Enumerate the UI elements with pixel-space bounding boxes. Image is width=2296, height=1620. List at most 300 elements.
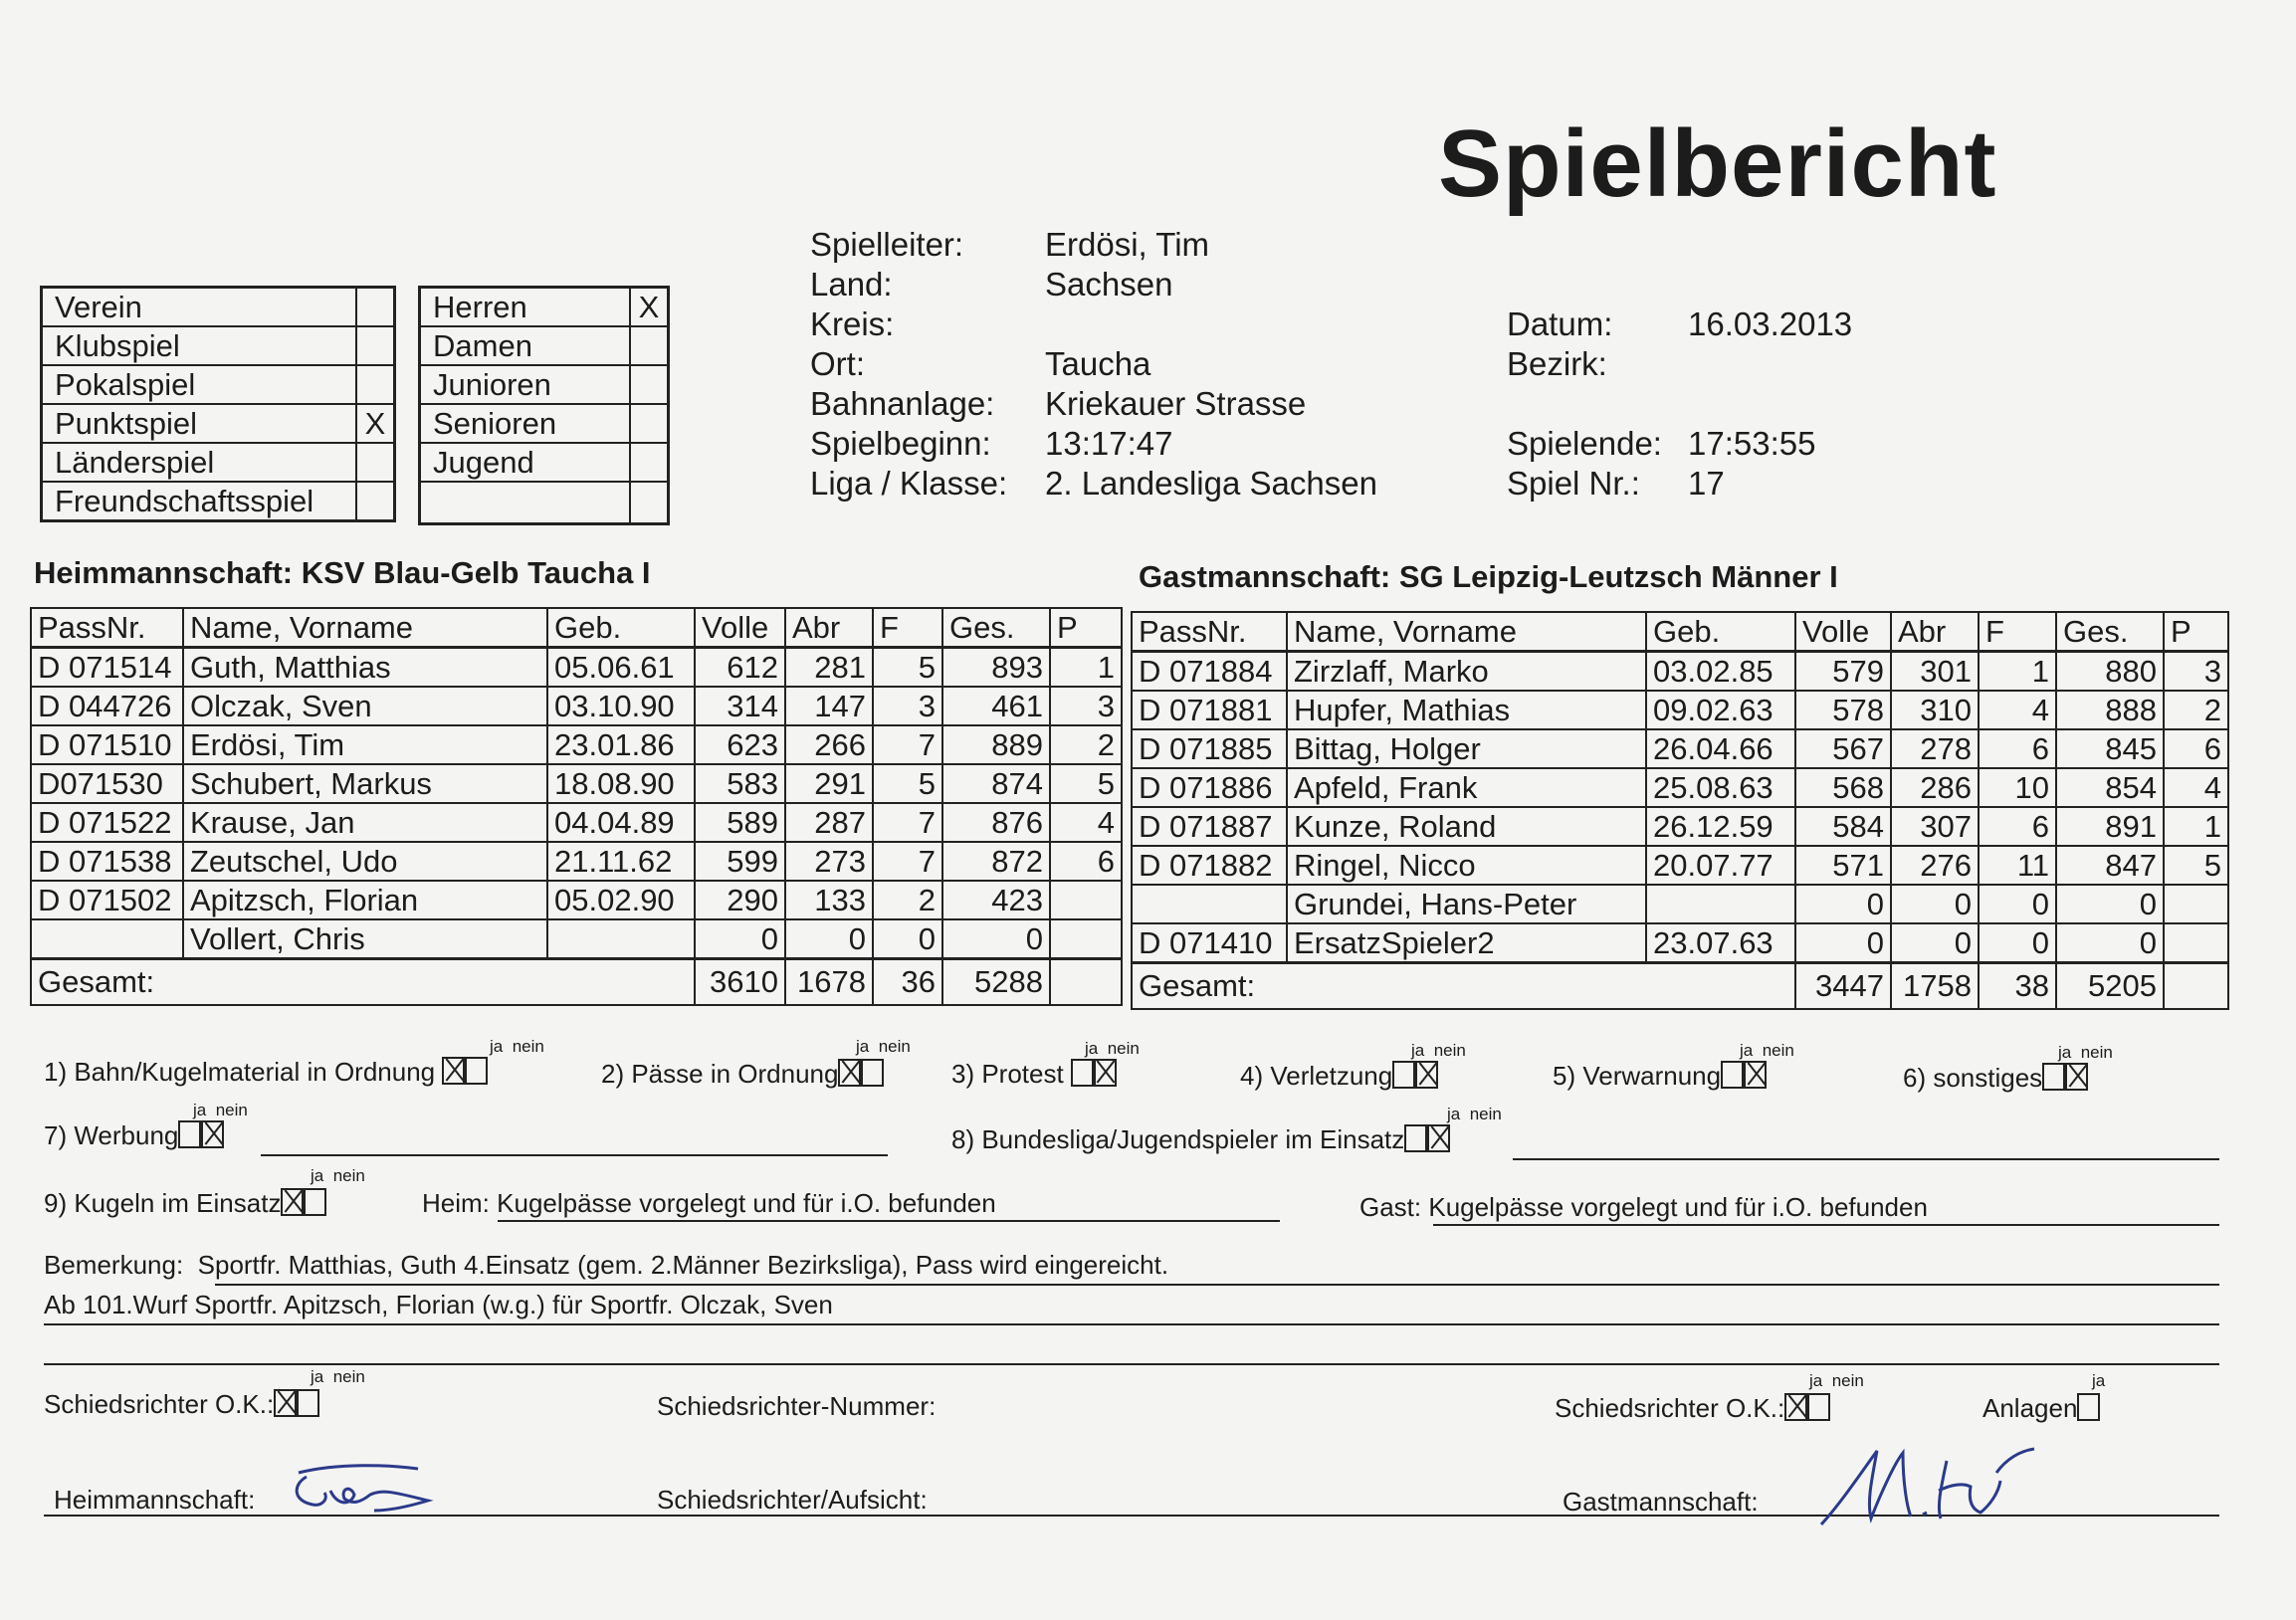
ja-label: ja (1447, 1105, 1461, 1123)
column-header: Abr (1891, 612, 1979, 652)
table-cell[interactable]: D 071410 (1132, 923, 1287, 963)
remarks-line1: Sportfr. Matthias, Guth 4.Einsatz (gem. 2.Männer Bezirksliga), Pass wird eingereicht. (197, 1250, 1169, 1280)
game-type-label: Pokalspiel (42, 365, 357, 404)
table-cell[interactable]: Hupfer, Mathias (1287, 691, 1646, 729)
table-cell[interactable]: 26.04.66 (1646, 729, 1795, 768)
table-cell[interactable]: 301 (1891, 652, 1979, 692)
q2-label: 2) Pässe in Ordnung (601, 1059, 839, 1089)
category-label: Herren (420, 288, 631, 327)
table-cell[interactable]: 583 (695, 764, 785, 803)
game-type-label: Punktspiel (42, 404, 357, 443)
total-row (31, 959, 1122, 1006)
table-cell[interactable]: 0 (2056, 885, 2164, 923)
remarks-line-a (215, 1284, 2219, 1286)
table-cell[interactable]: Zeutschel, Udo (183, 842, 547, 881)
table-cell[interactable]: D 071886 (1132, 768, 1287, 807)
q1-jn (490, 1037, 544, 1057)
match-info-end (1507, 424, 1815, 504)
table-cell[interactable]: 5 (2164, 846, 2228, 885)
q6-nein-checkbox[interactable] (2065, 1063, 2088, 1091)
table-row (1132, 691, 2228, 729)
table-cell[interactable]: D 044726 (31, 687, 183, 725)
column-header: F (873, 608, 942, 648)
table-cell[interactable]: 20.07.77 (1646, 846, 1795, 885)
table-cell[interactable]: 423 (942, 881, 1050, 919)
check-q5 (1553, 1061, 1767, 1092)
table-cell[interactable]: 579 (1795, 652, 1891, 692)
ja-label: ja (193, 1101, 207, 1119)
table-row (31, 842, 1122, 881)
table-cell[interactable]: 0 (873, 919, 942, 959)
q3-nein-checkbox[interactable] (1094, 1059, 1117, 1087)
game-type-mark[interactable] (356, 288, 395, 327)
q2-nein-checkbox[interactable] (861, 1059, 884, 1087)
table-cell[interactable]: 0 (695, 919, 785, 959)
q7-nein-checkbox[interactable] (201, 1120, 224, 1148)
column-header: Abr (785, 608, 873, 648)
q3-ja-checkbox[interactable] (1071, 1059, 1094, 1087)
table-cell[interactable]: D 071502 (31, 881, 183, 919)
table-row (31, 648, 1122, 688)
q1-ja-checkbox[interactable] (442, 1057, 465, 1085)
table-cell[interactable]: 889 (942, 725, 1050, 764)
game-type-label: Länderspiel (42, 443, 357, 482)
q8-label: 8) Bundesliga/Jugendspieler im Einsatz (951, 1124, 1405, 1154)
gast-label: Gast: (1359, 1192, 1422, 1222)
table-cell[interactable]: 4 (1050, 803, 1122, 842)
nein-label: nein (1433, 1041, 1466, 1060)
schiri-ok2-label: Schiedsrichter O.K.: (1555, 1393, 1785, 1423)
category-row (420, 404, 669, 443)
game-type-row (42, 326, 395, 365)
nein-label: nein (1831, 1371, 1864, 1390)
schiri-ok2-ja-checkbox[interactable] (1784, 1393, 1807, 1421)
table-cell[interactable]: 599 (695, 842, 785, 881)
schiri-ok-ja-checkbox[interactable] (274, 1389, 297, 1417)
nein-label: nein (1469, 1105, 1502, 1123)
table-cell[interactable]: 25.08.63 (1646, 768, 1795, 807)
column-header: PassNr. (31, 608, 183, 648)
category-mark[interactable] (630, 443, 669, 482)
table-cell[interactable]: Guth, Matthias (183, 648, 547, 688)
table-cell[interactable]: 273 (785, 842, 873, 881)
table-row (1132, 807, 2228, 846)
table-cell[interactable]: 290 (695, 881, 785, 919)
total-cell: 5205 (2056, 963, 2164, 1010)
total-cell: 3610 (695, 959, 785, 1006)
gast-sign-label: Gastmannschaft: (1563, 1487, 1759, 1517)
table-cell[interactable]: 11 (1979, 846, 2056, 885)
category-row (420, 443, 669, 482)
schiri-ok-nein-checkbox[interactable] (297, 1389, 319, 1417)
total-empty-cell (1050, 959, 1122, 1006)
spielende-label: Spielende: (1507, 425, 1662, 462)
remarks-line2: Ab 101.Wurf Sportfr. Apitzsch, Florian (w.g.) für Sportfr. Olczak, Sven (44, 1290, 833, 1319)
ja-label: ja (490, 1037, 504, 1056)
table-cell[interactable]: Grundei, Hans-Peter (1287, 885, 1646, 923)
column-header: Geb. (1646, 612, 1795, 652)
schiri-ok-guest (1555, 1393, 1830, 1424)
category-label: Damen (420, 326, 631, 365)
table-cell[interactable]: 314 (695, 687, 785, 725)
category-mark[interactable]: X (630, 288, 669, 327)
bahnanlage-value: Kriekauer Strasse (1045, 385, 1307, 422)
column-header: Volle (1795, 612, 1891, 652)
table-cell[interactable] (547, 919, 695, 959)
q6-ja-checkbox[interactable] (2042, 1063, 2065, 1091)
heim-label: Heim: (422, 1188, 490, 1218)
table-row (1132, 729, 2228, 768)
table-cell[interactable]: 612 (695, 648, 785, 688)
table-cell[interactable]: Olczak, Sven (183, 687, 547, 725)
table-cell[interactable]: 4 (1979, 691, 2056, 729)
table-cell[interactable]: Schubert, Markus (183, 764, 547, 803)
match-info-right (1507, 304, 1852, 384)
q2-ja-checkbox[interactable] (838, 1059, 861, 1087)
page-title: Spielbericht (1438, 110, 1997, 217)
column-header: Name, Vorname (1287, 612, 1646, 652)
nein-label: nein (332, 1367, 365, 1386)
table-cell[interactable]: Krause, Jan (183, 803, 547, 842)
game-type-label: Freundschaftsspiel (42, 482, 357, 521)
heim-balls (422, 1188, 996, 1219)
table-cell[interactable]: 571 (1795, 846, 1891, 885)
game-type-mark[interactable] (356, 326, 395, 365)
q9-jn (311, 1166, 365, 1186)
table-cell[interactable]: 0 (1891, 923, 1979, 963)
ja-label: ja (1740, 1041, 1754, 1060)
schiri-ok2-jn (1809, 1371, 1864, 1391)
schiri-ok-label: Schiedsrichter O.K.: (44, 1389, 275, 1419)
table-cell[interactable]: 874 (942, 764, 1050, 803)
check-q6 (1903, 1063, 2088, 1094)
table-cell[interactable]: 26.12.59 (1646, 807, 1795, 846)
table-cell[interactable]: 0 (1795, 923, 1891, 963)
table-row (1132, 652, 2228, 692)
table-cell[interactable]: 10 (1979, 768, 2056, 807)
game-type-row (42, 404, 395, 443)
table-cell[interactable]: 05.06.61 (547, 648, 695, 688)
table-cell[interactable]: Bittag, Holger (1287, 729, 1646, 768)
table-cell[interactable]: 09.02.63 (1646, 691, 1795, 729)
table-cell[interactable]: D 071887 (1132, 807, 1287, 846)
table-cell[interactable]: D 071885 (1132, 729, 1287, 768)
column-header: F (1979, 612, 2056, 652)
q6-label: 6) sonstiges (1903, 1063, 2043, 1093)
game-type-row (42, 482, 395, 521)
table-cell[interactable]: 276 (1891, 846, 1979, 885)
bezirk-label: Bezirk: (1507, 345, 1607, 382)
table-cell[interactable] (1646, 885, 1795, 923)
ort-value: Taucha (1045, 345, 1151, 382)
table-cell[interactable] (2164, 923, 2228, 963)
table-cell[interactable] (31, 919, 183, 959)
game-type-row (42, 443, 395, 482)
table-cell[interactable]: 1 (1050, 648, 1122, 688)
table-cell[interactable] (2164, 885, 2228, 923)
liga-label: Liga / Klasse: (810, 465, 1008, 502)
table-row (31, 803, 1122, 842)
anlagen-checkbox[interactable] (2077, 1393, 2100, 1421)
nein-label: nein (2080, 1043, 2113, 1062)
nein-label: nein (1107, 1039, 1140, 1058)
schiri-ok2-nein-checkbox[interactable] (1807, 1393, 1830, 1421)
table-cell[interactable]: 623 (695, 725, 785, 764)
table-cell[interactable]: 4 (2164, 768, 2228, 807)
q3-label: 3) Protest (951, 1059, 1064, 1089)
category-label: Jugend (420, 443, 631, 482)
ja-label: ja (311, 1166, 324, 1185)
column-header: Name, Vorname (183, 608, 547, 648)
gast-balls (1359, 1192, 1928, 1223)
table-cell[interactable]: 6 (2164, 729, 2228, 768)
table-cell[interactable]: 7 (873, 803, 942, 842)
table-row (1132, 846, 2228, 885)
table-cell[interactable]: 1 (2164, 807, 2228, 846)
table-cell[interactable]: Kunze, Roland (1287, 807, 1646, 846)
table-cell[interactable]: 5 (1050, 764, 1122, 803)
nein-label: nein (332, 1166, 365, 1185)
category-row (420, 482, 669, 524)
table-cell[interactable]: 1 (1979, 652, 2056, 692)
aufsicht-sign-label: Schiedsrichter/Aufsicht: (657, 1485, 928, 1515)
q9-nein-checkbox[interactable] (304, 1188, 326, 1216)
table-cell[interactable]: 3 (873, 687, 942, 725)
table-cell[interactable]: 2 (873, 881, 942, 919)
column-header: Ges. (2056, 612, 2164, 652)
table-cell[interactable]: 0 (942, 919, 1050, 959)
table-cell[interactable]: 876 (942, 803, 1050, 842)
table-cell[interactable]: 589 (695, 803, 785, 842)
table-cell[interactable]: 6 (1979, 807, 2056, 846)
table-cell[interactable]: 578 (1795, 691, 1891, 729)
guest-team-label: Gastmannschaft: SG Leipzig-Leutzsch Männer I (1139, 559, 1838, 594)
table-cell[interactable]: 0 (1891, 885, 1979, 923)
table-cell[interactable] (1132, 885, 1287, 923)
table-cell[interactable]: 05.02.90 (547, 881, 695, 919)
q9-ja-checkbox[interactable] (281, 1188, 304, 1216)
table-cell[interactable]: 0 (785, 919, 873, 959)
table-row (31, 725, 1122, 764)
game-type-mark[interactable] (356, 443, 395, 482)
table-cell[interactable]: 568 (1795, 768, 1891, 807)
q9-label: 9) Kugeln im Einsatz (44, 1188, 282, 1218)
table-cell[interactable]: 21.11.62 (547, 842, 695, 881)
total-cell: 1758 (1891, 963, 1979, 1010)
table-cell[interactable]: Ringel, Nicco (1287, 846, 1646, 885)
q5-ja-checkbox[interactable] (1721, 1061, 1744, 1089)
heim-line (498, 1220, 1280, 1222)
kreis-label: Kreis: (810, 305, 895, 342)
q6-jn (2058, 1043, 2113, 1063)
table-cell[interactable]: 278 (1891, 729, 1979, 768)
home-team-label: Heimmannschaft: KSV Blau-Gelb Taucha I (34, 555, 651, 590)
table-cell[interactable]: Apfeld, Frank (1287, 768, 1646, 807)
q7-line (261, 1154, 888, 1156)
table-cell[interactable]: D 071522 (31, 803, 183, 842)
table-cell[interactable]: 18.08.90 (547, 764, 695, 803)
spielbeginn-value: 13:17:47 (1045, 425, 1173, 462)
game-type-mark[interactable] (356, 482, 395, 521)
table-cell[interactable]: 880 (2056, 652, 2164, 692)
table-cell[interactable]: D 071881 (1132, 691, 1287, 729)
schiri-ok-jn (311, 1367, 365, 1387)
table-cell[interactable]: 461 (942, 687, 1050, 725)
table-cell[interactable]: 266 (785, 725, 873, 764)
table-cell[interactable]: 872 (942, 842, 1050, 881)
table-cell[interactable]: 03.02.85 (1646, 652, 1795, 692)
category-table (418, 286, 670, 525)
table-cell[interactable]: 891 (2056, 807, 2164, 846)
table-cell[interactable] (1050, 881, 1122, 919)
table-cell[interactable]: D 071538 (31, 842, 183, 881)
game-type-label: Klubspiel (42, 326, 357, 365)
table-cell[interactable]: 2 (2164, 691, 2228, 729)
q7-ja-checkbox[interactable] (178, 1120, 201, 1148)
table-cell[interactable]: 3 (2164, 652, 2228, 692)
table-cell[interactable]: Erdösi, Tim (183, 725, 547, 764)
table-cell[interactable]: 893 (942, 648, 1050, 688)
column-header: PassNr. (1132, 612, 1287, 652)
table-cell[interactable]: 0 (1795, 885, 1891, 923)
table-cell[interactable]: 3 (1050, 687, 1122, 725)
table-cell[interactable]: 6 (1979, 729, 2056, 768)
table-cell[interactable]: 0 (1979, 885, 2056, 923)
game-type-mark[interactable]: X (356, 404, 395, 443)
remarks-label: Bemerkung: (44, 1250, 184, 1280)
q4-ja-checkbox[interactable] (1392, 1061, 1415, 1089)
remarks-line-b (44, 1323, 2219, 1325)
table-cell[interactable]: 6 (1050, 842, 1122, 881)
table-row (31, 919, 1122, 959)
category-mark (630, 482, 669, 524)
table-cell[interactable]: 0 (2056, 923, 2164, 963)
table-cell[interactable]: D 071514 (31, 648, 183, 688)
table-cell[interactable]: ErsatzSpieler2 (1287, 923, 1646, 963)
table-cell[interactable] (1050, 919, 1122, 959)
column-header: Volle (695, 608, 785, 648)
game-type-mark[interactable] (356, 365, 395, 404)
table-row (31, 881, 1122, 919)
column-header: Geb. (547, 608, 695, 648)
table-cell[interactable]: 310 (1891, 691, 1979, 729)
spielbeginn-label: Spielbeginn: (810, 425, 991, 462)
match-info (810, 225, 1377, 504)
spielleiter-value: Erdösi, Tim (1045, 226, 1210, 263)
category-mark[interactable] (630, 365, 669, 404)
total-row (1132, 963, 2228, 1010)
table-cell[interactable]: 7 (873, 842, 942, 881)
table-cell[interactable]: 04.04.89 (547, 803, 695, 842)
nein-label: nein (1762, 1041, 1794, 1060)
table-cell[interactable]: D 071884 (1132, 652, 1287, 692)
game-type-table (40, 286, 396, 522)
table-cell[interactable]: 888 (2056, 691, 2164, 729)
table-cell[interactable]: 307 (1891, 807, 1979, 846)
table-cell[interactable]: 147 (785, 687, 873, 725)
remarks (44, 1250, 1168, 1281)
ja-label: ja (2058, 1043, 2072, 1062)
category-label (420, 482, 631, 524)
table-row (31, 764, 1122, 803)
guest-score-table (1131, 611, 2229, 1010)
category-row (420, 326, 669, 365)
table-cell[interactable]: 291 (785, 764, 873, 803)
table-cell[interactable]: D071530 (31, 764, 183, 803)
ja-label: ja (1809, 1371, 1823, 1390)
category-mark[interactable] (630, 404, 669, 443)
table-cell[interactable]: 03.10.90 (547, 687, 695, 725)
table-cell[interactable]: Apitzsch, Florian (183, 881, 547, 919)
total-label: Gesamt: (1132, 963, 1795, 1010)
table-cell[interactable]: 0 (1979, 923, 2056, 963)
table-cell[interactable]: 133 (785, 881, 873, 919)
table-cell[interactable]: 286 (1891, 768, 1979, 807)
nein-label: nein (215, 1101, 248, 1119)
table-cell[interactable]: 5 (873, 764, 942, 803)
q8-jn (1447, 1105, 1502, 1124)
q3-jn (1085, 1039, 1140, 1059)
table-header-row (31, 608, 1122, 648)
table-cell[interactable]: D 071882 (1132, 846, 1287, 885)
table-cell[interactable]: 2 (1050, 725, 1122, 764)
q4-nein-checkbox[interactable] (1415, 1061, 1438, 1089)
ja-label: ja (856, 1037, 870, 1056)
ort-label: Ort: (810, 345, 865, 382)
column-header: P (1050, 608, 1122, 648)
check-q9 (44, 1188, 326, 1219)
category-row (420, 288, 669, 327)
heim-sign-label: Heimmannschaft: (54, 1485, 256, 1515)
table-cell[interactable]: 847 (2056, 846, 2164, 885)
column-header: Ges. (942, 608, 1050, 648)
table-cell[interactable]: 281 (785, 648, 873, 688)
anlagen (1983, 1393, 2100, 1424)
table-cell[interactable]: 7 (873, 725, 942, 764)
category-label: Senioren (420, 404, 631, 443)
anlagen-label: Anlagen (1983, 1393, 2078, 1423)
table-cell[interactable]: Vollert, Chris (183, 919, 547, 959)
category-mark[interactable] (630, 326, 669, 365)
check-q8 (951, 1124, 1450, 1155)
datum-label: Datum: (1507, 305, 1613, 342)
table-cell[interactable]: 854 (2056, 768, 2164, 807)
total-cell: 36 (873, 959, 942, 1006)
q1-nein-checkbox[interactable] (465, 1057, 488, 1085)
table-row (1132, 885, 2228, 923)
nein-label: nein (878, 1037, 911, 1056)
table-cell[interactable]: 5 (873, 648, 942, 688)
q8-nein-checkbox[interactable] (1427, 1124, 1450, 1152)
ja-label: ja (311, 1367, 324, 1386)
q5-nein-checkbox[interactable] (1744, 1061, 1767, 1089)
table-cell[interactable]: Zirzlaff, Marko (1287, 652, 1646, 692)
home-signature-icon (279, 1455, 448, 1524)
guest-signature-icon (1811, 1433, 2060, 1532)
table-cell[interactable]: 287 (785, 803, 873, 842)
table-cell[interactable]: 567 (1795, 729, 1891, 768)
table-cell[interactable]: 23.07.63 (1646, 923, 1795, 963)
spielnr-value: 17 (1688, 465, 1725, 502)
total-cell: 38 (1979, 963, 2056, 1010)
spielende-value: 17:53:55 (1688, 425, 1816, 462)
table-cell[interactable]: 584 (1795, 807, 1891, 846)
table-cell[interactable]: 23.01.86 (547, 725, 695, 764)
q8-ja-checkbox[interactable] (1404, 1124, 1427, 1152)
table-cell[interactable]: D 071510 (31, 725, 183, 764)
table-cell[interactable]: 845 (2056, 729, 2164, 768)
land-label: Land: (810, 266, 893, 303)
